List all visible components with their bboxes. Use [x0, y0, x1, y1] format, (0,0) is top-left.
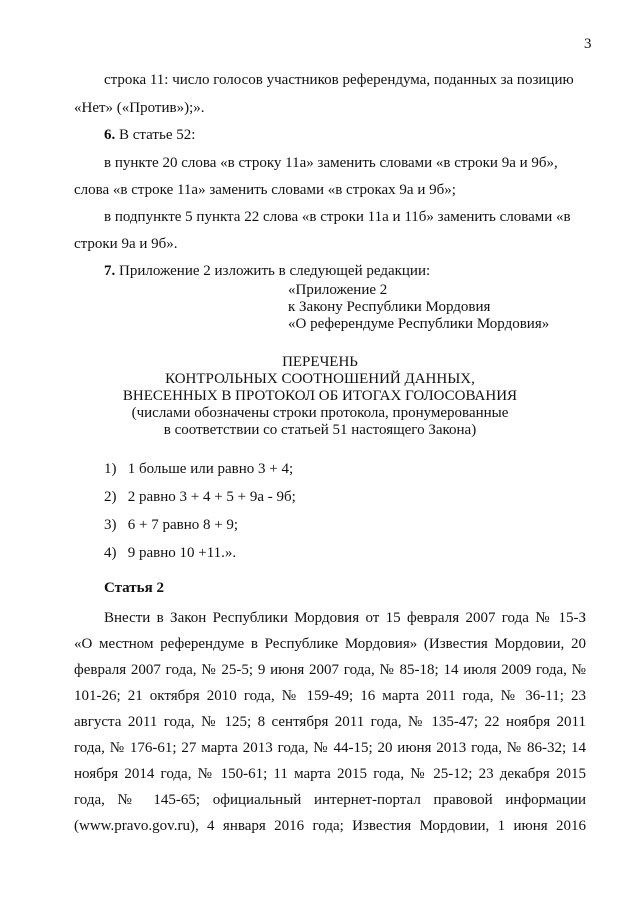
paragraph-line: строки 9а и 9б». [74, 236, 178, 252]
appendix-line: к Закону Республики Мордовия [288, 299, 491, 315]
article-2-line: февраля 2007 года, № 25-5; 9 июня 2007 года, № 85-18; 14 июля 2009 года, № [74, 662, 586, 678]
paragraph-text: Приложение 2 изложить в следующей редакции: [115, 263, 431, 279]
ratio-list [104, 459, 296, 571]
paragraph-text: В статье 52: [115, 127, 196, 143]
appendix-line: «О референдуме Республики Мордовия» [288, 316, 550, 332]
document-title [90, 354, 550, 439]
paragraph-line: в пункте 20 слова «в строку 11а» заменить словами «в строки 9а и 9б», [104, 155, 558, 171]
list-item [104, 487, 296, 515]
article-2-line: ноября 2014 года, № 150-61; 11 марта 2015 года, № 25-12; 23 декабря 2015 [74, 766, 586, 782]
paragraph-line: слова «в строке 11а» заменить словами «в строках 9а и 9б»; [74, 182, 456, 198]
list-item-text: 1 больше или равно 3 + 4; [127, 461, 294, 477]
appendix-reference [288, 282, 549, 333]
list-item-number: 1) [104, 461, 117, 477]
list-item-number: 2) [104, 489, 117, 505]
paragraph-line: «Нет» («Против»);». [74, 100, 205, 116]
list-item-text: 2 равно 3 + 4 + 5 + 9а - 9б; [127, 489, 296, 505]
item-6-paragraph [104, 125, 195, 145]
item-number: 7. [104, 263, 116, 279]
article-2-heading: Статья 2 [104, 580, 164, 596]
title-note: (числами обозначены строки протокола, пронумерованные [131, 405, 509, 421]
page-number: 3 [584, 36, 592, 52]
item-7-paragraph [104, 261, 430, 281]
article-2-line: года, № 176-61; 27 марта 2013 года, № 44-15; 20 июня 2013 года, № 86-32; 14 [74, 740, 586, 756]
article-2-line: Внести в Закон Республики Мордовия от 15 февраля 2007 года № 15-З [104, 610, 586, 626]
list-item [104, 515, 296, 543]
article-2-line: 101-26; 21 октября 2010 года, № 159-49; 16 марта 2011 года, № 36-11; 23 [74, 688, 586, 704]
item-number: 6. [104, 127, 116, 143]
article-2-line: года, № 145-65; официальный интернет-портал правовой информации [74, 792, 586, 808]
title-note: в соответствии со статьей 51 настоящего Закона) [163, 422, 477, 438]
list-item-number: 4) [104, 545, 117, 561]
article-2-line: августа 2011 года, № 125; 8 сентября 2011 года, № 135-47; 22 ноября 2011 [74, 714, 586, 730]
list-item [104, 459, 296, 487]
title-line: КОНТРОЛЬНЫХ СООТНОШЕНИЙ ДАННЫХ, [165, 371, 475, 387]
list-item-number: 3) [104, 517, 117, 533]
paragraph-line: строка 11: число голосов участников референдума, поданных за позицию [104, 72, 574, 88]
list-item-text: 6 + 7 равно 8 + 9; [127, 517, 239, 533]
article-2-line: «О местном референдуме в Республике Мордовия» (Известия Мордовии, 20 [74, 636, 586, 652]
article-2-line: (www.pravo.gov.ru), 4 января 2016 года; Известия Мордовии, 1 июня 2016 [74, 818, 586, 834]
list-item [104, 543, 296, 571]
title-line: ПЕРЕЧЕНЬ [282, 354, 358, 370]
list-item-text: 9 равно 10 +11.». [127, 545, 237, 561]
paragraph-line: в подпункте 5 пункта 22 слова «в строки 11а и 11б» заменить словами «в [104, 209, 571, 225]
appendix-line: «Приложение 2 [288, 282, 388, 298]
title-line: ВНЕСЕННЫХ В ПРОТОКОЛ ОБ ИТОГАХ ГОЛОСОВАНИЯ [122, 388, 518, 404]
